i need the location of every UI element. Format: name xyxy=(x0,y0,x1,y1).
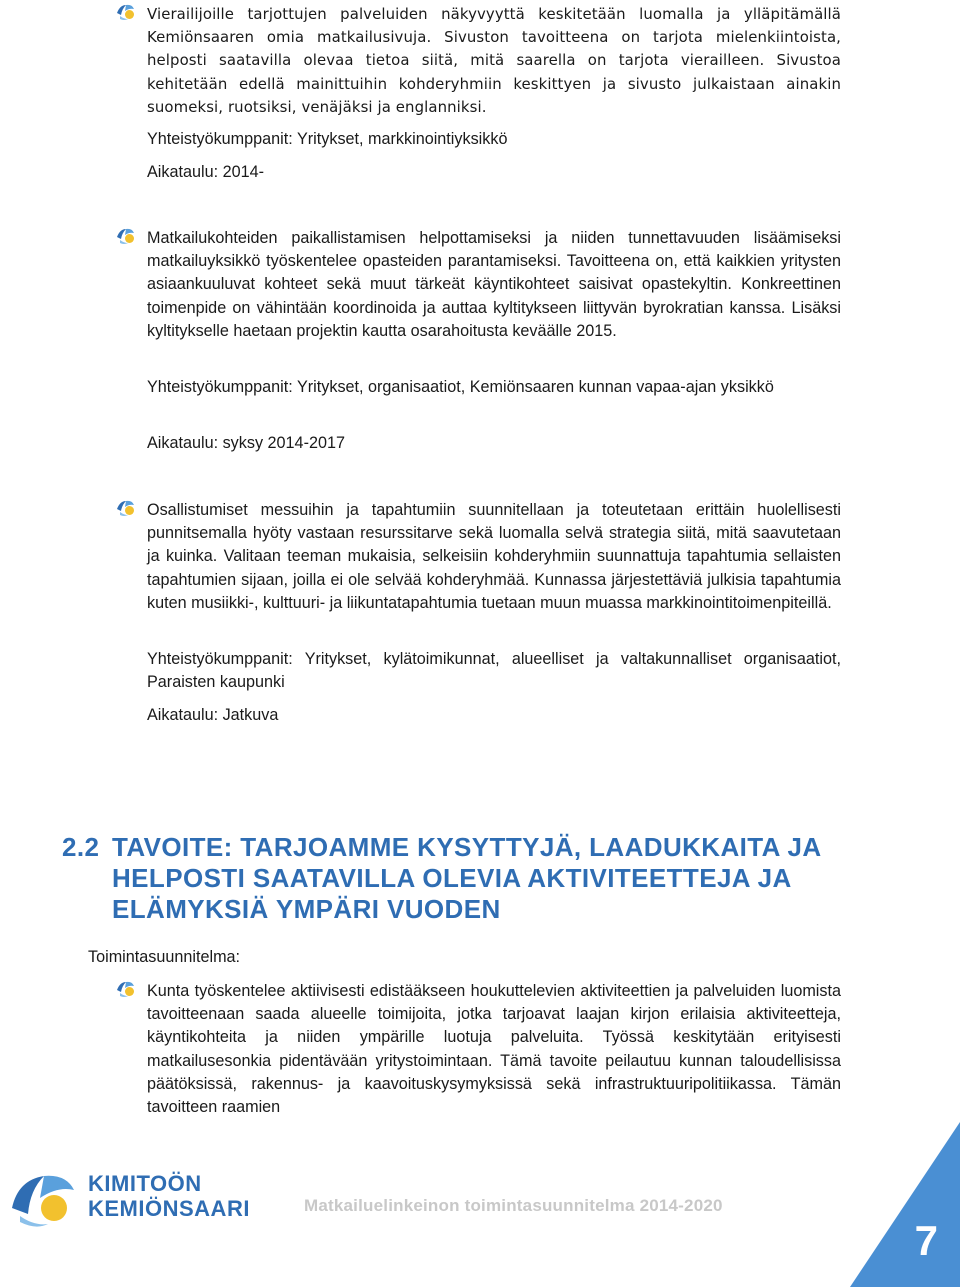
schedule-text: Aikataulu: Jatkuva xyxy=(147,706,279,724)
logo-line-1: KIMITOÖN xyxy=(88,1171,202,1196)
logo-line-2: KEMIÖNSAARI xyxy=(88,1196,250,1221)
bullet-text: Osallistumiset messuihin ja tapahtumiin suunnitellaan ja toteutetaan erittäin huolellisesti punnitsemalla hyöty vastaan resurssitarve sekä luomalla selvä strategia siitä, mitä saavutetaan ja kuinka. Valitaan teeman mukaisia, selkeisiin kohderyhmiin suunnattuja tapahtumia sellaisten tapahtumien sijaan, joilla ei ole selvää kohderyhmää. Kunnassa järjestettäviä julkisia tapahtumia kuten musiikki-, kulttuuri- ja liikuntatapahtumia tuetaan muun muassa markkinointitoimenpiteillä. xyxy=(147,501,841,612)
logo-wordmark xyxy=(88,1171,250,1221)
page-corner-shape xyxy=(850,1122,960,1287)
bullet-text: Matkailukohteiden paikallistamisen helpottamiseksi ja niiden tunnettavuuden lisäämiseksi matkailuyksikkö työskentelee opasteiden parantamiseksi. Tavoitteena on, että kaikkien yritysten asiaankuuluvat kohteet sekä muut tärkeät käyntikohteet saisivat opastekyltin. Konkreettinen toimenpide on vähintään koordinoida ja auttaa kyltitykseen liittyvän byrokratian kanssa. Lisäksi kyltitykselle haetaan projektin kautta osarahoitusta keväälle 2015. xyxy=(147,229,841,340)
page-number: 7 xyxy=(914,1217,938,1264)
bullet-icon xyxy=(114,0,136,21)
partners-text: Yhteistyökumppanit: Yritykset, organisaatiot, Kemiönsaaren kunnan vapaa-ajan yksikkö xyxy=(147,378,774,396)
municipality-logo xyxy=(8,1168,258,1238)
section-number: 2.2 xyxy=(62,832,100,862)
bullet-item-2 xyxy=(147,227,841,343)
section-heading xyxy=(62,832,882,925)
bullet-icon xyxy=(114,223,136,245)
bullet-item-4 xyxy=(147,980,841,1119)
partners-text: Yhteistyökumppanit: Yritykset, markkinointiyksikkö xyxy=(147,130,508,148)
section-title: TAVOITE: TARJOAMME KYSYTTYJÄ, LAADUKKAITA JA HELPOSTI SAATAVILLA OLEVIA AKTIVITEETTEJA JA ELÄMYKSIÄ YMPÄRI VUODEN xyxy=(112,832,821,924)
bullet-text: Kunta työskentelee aktiivisesti edistääkseen houkuttelevien aktiviteettien ja palveluiden luomista tavoitteenaan saada alueelle toimijoita, jotka tarjoavat laajan kirjon erilaisia aktiviteetteja, käyntikohteita ja niiden ympärille luotuja palveluita. Työssä keskitytään erityisesti matkailusesonkia pidentävään yritystoimintaan. Tämä tavoite peilautuu kunnan taloudellisissa päätöksissä, rakennus- ja kaavoituskysymyksissä sekä infrastruktuuripolitiikassa. Tämän tavoitteen raamien xyxy=(147,982,841,1117)
schedule-text: Aikataulu: 2014- xyxy=(147,163,264,181)
action-plan-label: Toimintasuunnitelma: xyxy=(88,948,241,966)
logo-mark-icon xyxy=(8,1168,80,1230)
bullet-item-3 xyxy=(147,499,841,615)
bullet-text: Vierailijoille tarjottujen palveluiden näkyvyyttä keskitetään luomalla ja ylläpitämällä Kemiönsaaren omia matkailusivuja. Sivuston tavoitteena on tarjota mielenkiintoista, helposti saatavilla olevaa tietoa siitä, mitä saarella on tarjota vierailleen. Sivustoa kehitetään edellä mainittuihin kohderyhmiin keskittyen ja sivusto julkaistaan ainakin suomeksi, ruotsiksi, venäjäksi ja englanniksi. xyxy=(147,5,841,116)
bullet-icon xyxy=(114,495,136,517)
bullet-item-1 xyxy=(147,3,841,119)
footer-document-title: Matkailuelinkeinon toimintasuunnitelma 2014-2020 xyxy=(304,1196,723,1215)
schedule-text: Aikataulu: syksy 2014-2017 xyxy=(147,434,345,452)
partners-text: Yhteistyökumppanit: Yritykset, kylätoimikunnat, alueelliset ja valtakunnalliset organisaatiot, Paraisten kaupunki xyxy=(147,650,841,692)
bullet-icon xyxy=(114,976,136,998)
